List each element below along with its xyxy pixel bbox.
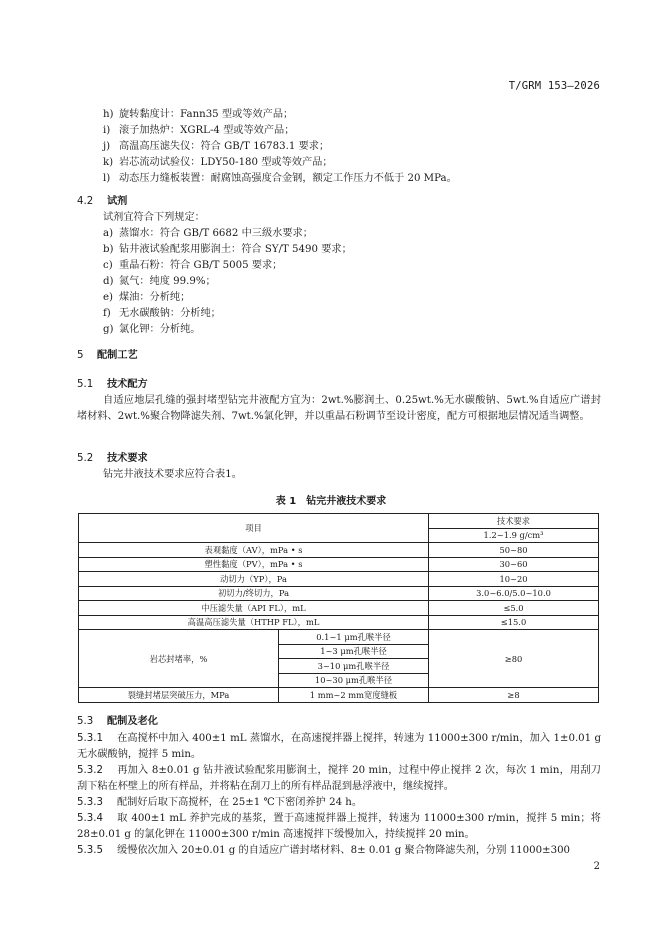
table-cell-item: 高温高压滤失量（HTHP FL），mL: [79, 615, 429, 630]
step-5-3-3: [77, 795, 601, 811]
step-number: 5.3.2: [77, 765, 103, 776]
section-title: 技术要求: [107, 453, 148, 464]
table-cell-fracture-sub: 1 mm~2 mm宽度缝板: [279, 688, 429, 703]
document-id-header: T/GRM 153—2026: [508, 80, 600, 92]
list-item: [103, 290, 603, 306]
table-row: [79, 630, 599, 645]
page-number: 2: [593, 861, 600, 872]
step-number: 5.3.4: [77, 813, 103, 824]
list-item: [103, 139, 603, 155]
list-text: 煤油：分析纯；: [119, 292, 191, 303]
table-cell-plugging-sub: 0.1~1 μm孔喉半径: [279, 630, 429, 645]
list-mark: k): [103, 157, 114, 168]
table-cell-value: ≤15.0: [429, 615, 599, 630]
list-mark: l): [103, 173, 111, 184]
list-text: 旋转黏度计：Fann35 型或等效产品；: [119, 109, 294, 120]
list-mark: d): [103, 276, 114, 287]
list-mark: c): [103, 260, 113, 271]
table-cell-value: 10~20: [429, 572, 599, 587]
list-text: 滚子加热炉：XGRL-4 型或等效产品；: [119, 125, 295, 136]
step-5-3-5: [77, 843, 601, 859]
section-heading-4-2: [77, 192, 127, 207]
list-item: [103, 242, 603, 258]
list-text: 蒸馏水：符合 GB/T 6682 中三级水要求；: [119, 228, 313, 239]
table-row: [79, 615, 599, 630]
list-item: [103, 258, 603, 274]
instrument-list: [103, 107, 603, 187]
step-text: 取 400±1 mL 养护完成的基浆，置于高速搅拌器上搅拌，转速为 11000±300 r/min，搅拌 5 min；将 28±0.01 g 的氯化钾在 11000±300 r/min 高速搅拌下缓慢加入，持续搅拌 20 min。: [77, 813, 601, 840]
list-mark: i): [103, 125, 111, 136]
table-header-item: 项目: [79, 514, 429, 543]
table-row: [79, 557, 599, 572]
list-item: [103, 171, 603, 187]
spec-table: [78, 513, 599, 703]
table-cell-value: ≤5.0: [429, 601, 599, 616]
table-cell-plugging-sub: 1~3 μm孔喉半径: [279, 644, 429, 659]
table-cell-plugging-label: 岩芯封堵率，%: [79, 630, 279, 688]
list-text: 氮气：纯度 99.9%；: [119, 276, 216, 287]
section-heading-5: [77, 346, 138, 361]
list-item: [103, 123, 603, 139]
list-mark: a): [103, 228, 114, 239]
step-number: 5.3.5: [77, 845, 103, 856]
table-title: 表 1 钻完井液技术要求: [275, 496, 387, 507]
section-heading-5-3: [77, 712, 158, 727]
list-item: [103, 322, 603, 338]
list-mark: j): [103, 141, 111, 152]
step-text: 再加入 8±0.01 g 钻井液试验配浆用膨润土，搅拌 20 min，过程中停止搅拌 2 次，每次 1 min，用刮刀刮下粘在杯壁上的所有样品，并将粘在刮刀上的所有样品混到悬浮液中，继续搅拌。: [77, 765, 601, 792]
table-cell-item: 表观黏度（AV），mPa • s: [79, 543, 429, 558]
table-cell-value: 50~80: [429, 543, 599, 558]
table-cell-item: 初切力/终切力，Pa: [79, 586, 429, 601]
table-density: 1.2~1.9 g/cm³: [429, 528, 599, 543]
step-5-3-4: [77, 811, 601, 843]
list-mark: g): [103, 324, 114, 335]
list-text: 重晶石粉：符合 GB/T 5005 要求；: [119, 260, 283, 271]
section-number: 5.3: [77, 716, 94, 727]
step-number: 5.3.1: [77, 733, 103, 744]
list-text: 无水碳酸钠：分析纯；: [119, 308, 221, 319]
table-cell-plugging-sub: 10~30 μm孔喉半径: [279, 673, 429, 688]
table-cell-plugging-value: ≥80: [429, 630, 599, 688]
formula-paragraph: 自适应地层孔缝的强封堵型钻完井液配方宜为：2wt.%膨润土、0.25wt.%无水碳酸钠、5wt.%自适应广谱封堵材料、2wt.%聚合物降滤失剂、7wt.%氯化钾，并以重晶石粉调节至设计密度，配方可根据地层情况适当调整。: [77, 395, 601, 422]
table-row: [79, 601, 599, 616]
table-row: [79, 688, 599, 703]
list-text: 氯化钾：分析纯。: [119, 324, 201, 335]
table-cell-fracture-value: ≥8: [429, 688, 599, 703]
list-mark: h): [103, 109, 114, 120]
list-item: [103, 155, 603, 171]
section-heading-5-2: [77, 449, 148, 464]
table-cell-fracture-label: 裂缝封堵层突破压力，MPa: [79, 688, 279, 703]
section-title: 试剂: [107, 196, 128, 207]
step-number: 5.3.3: [77, 797, 103, 808]
list-text: 钻井液试验配浆用膨润土：符合 SY/T 5490 要求；: [119, 244, 352, 255]
section-number: 4.2: [77, 196, 94, 207]
list-text: 高温高压滤失仪：符合 GB/T 16783.1 要求；: [119, 141, 330, 152]
list-mark: b): [103, 244, 114, 255]
table-row: [79, 586, 599, 601]
list-mark: f): [103, 308, 111, 319]
step-text: 缓慢依次加入 20±0.01 g 的自适应广谱封堵材料、8± 0.01 g 聚合物降滤失剂，分别 11000±300: [117, 845, 571, 856]
table-row: [79, 572, 599, 587]
section-title: 技术配方: [107, 379, 148, 390]
reagent-intro: 试剂宜符合下列规定：: [103, 212, 205, 223]
list-item: [103, 107, 603, 123]
table-header-requirement: 技术要求: [429, 514, 599, 529]
table-cell-plugging-sub: 3~10 μm孔喉半径: [279, 659, 429, 674]
list-item: [103, 274, 603, 290]
table-cell-value: 30~60: [429, 557, 599, 572]
section-number: 5.2: [77, 453, 94, 464]
table-cell-item: 塑性黏度（PV），mPa • s: [79, 557, 429, 572]
list-item: [103, 226, 603, 242]
table-cell-item: 动切力（YP），Pa: [79, 572, 429, 587]
table-cell-value: 3.0~6.0/5.0~10.0: [429, 586, 599, 601]
step-5-3-1: [77, 731, 601, 763]
list-text: 岩芯流动试验仪：LDY50-180 型或等效产品；: [119, 157, 333, 168]
section-number: 5: [77, 350, 84, 361]
table-cell-item: 中压滤失量（API FL），mL: [79, 601, 429, 616]
section-number: 5.1: [77, 379, 94, 390]
table-row: [79, 543, 599, 558]
list-mark: e): [103, 292, 114, 303]
section-title: 配制及老化: [107, 716, 158, 727]
reagent-list: [103, 226, 603, 338]
section-title: 配制工艺: [97, 350, 138, 361]
step-text: 配制好后取下高搅杯，在 25±1 ℃下密闭养护 24 h。: [117, 797, 363, 808]
step-text: 在高搅杯中加入 400±1 mL 蒸馏水，在高速搅拌器上搅拌，转速为 11000±300 r/min，加入 1±0.01 g 无水碳酸钠，搅拌 5 min。: [77, 733, 601, 760]
list-item: [103, 306, 603, 322]
requirements-intro: 钻完井液技术要求应符合表1。: [103, 469, 242, 480]
step-5-3-2: [77, 763, 601, 795]
section-heading-5-1: [77, 375, 148, 390]
list-text: 动态压力缝板装置：耐腐蚀高强度合金钢，额定工作压力不低于 20 MPa。: [119, 173, 457, 184]
